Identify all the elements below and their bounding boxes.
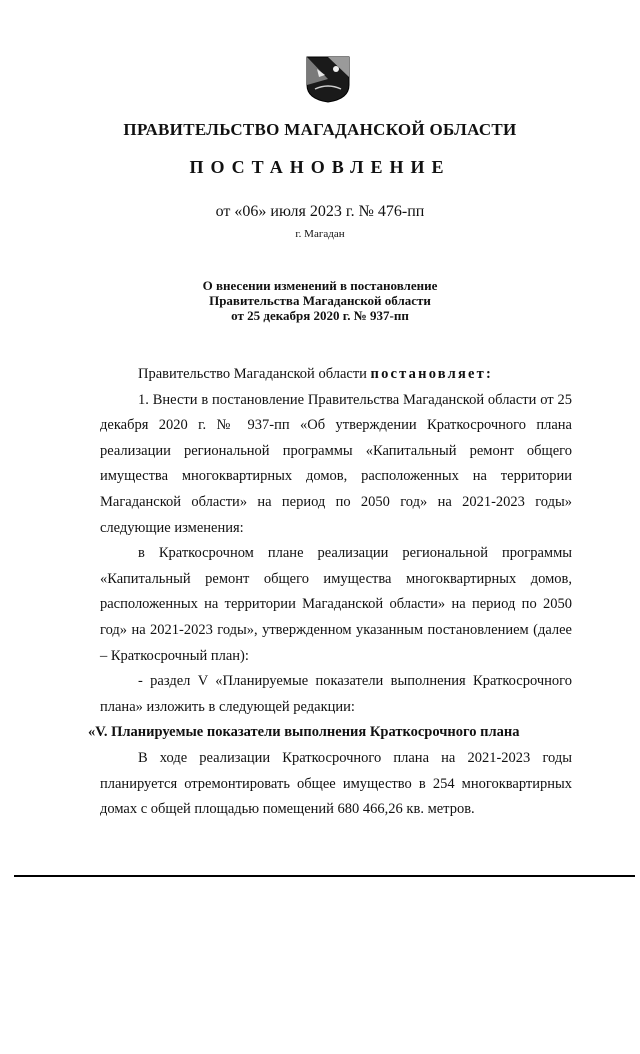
document-type-title: ПОСТАНОВЛЕНИЕ xyxy=(189,157,451,177)
coat-of-arms-icon xyxy=(305,55,351,103)
subject-line-2: Правительства Магаданской области xyxy=(209,293,431,308)
section-heading: «V. Планируемые показатели выполнения Краткосрочного плана xyxy=(88,724,520,741)
plan-amendment-paragraph: в Краткосрочном плане реализации региональной программы «Капитальный ремонт общего имущества многоквартирных домов, расположенных на территории Магаданской области» на период по 2050 год» на 2021-2023 годы», утвержденном указанным постановлением (далее – Краткосрочный план): xyxy=(100,545,572,664)
intro-paragraph xyxy=(100,362,572,388)
date-number: от «06» июля 2023 г. № 476-пп xyxy=(215,203,425,220)
government-title: ПРАВИТЕЛЬСТВО МАГАДАНСКОЙ ОБЛАСТИ xyxy=(123,120,517,139)
subject-line-3: от 25 декабря 2020 г. № 937-пп xyxy=(231,308,409,323)
page-divider xyxy=(14,875,635,877)
subject-line-1: О внесении изменений в постановление xyxy=(202,278,438,293)
city: г. Магадан xyxy=(295,228,345,240)
decree-subject xyxy=(0,278,640,323)
item-1-paragraph: 1. Внести в постановление Правительства Магаданской области от 25 декабря 2020 г. № 937-пп «Об утверждении Краткосрочного плана реализации региональной программы «Капитальный ремонт общего имущества многоквартирных домов, расположенных на территории Магаданской области» на период по 2050 год» на 2021-2023 годы» следующие изменения: xyxy=(100,391,572,536)
document-body xyxy=(88,362,572,823)
section-replace-paragraph: - раздел V «Планируемые показатели выполнения Краткосрочного плана» изложить в следующей редакции: xyxy=(100,673,572,715)
intro-text: Правительство Магаданской области xyxy=(138,366,371,382)
decree-verb: постановляет: xyxy=(370,366,493,382)
indicators-paragraph: В ходе реализации Краткосрочного плана на 2021-2023 годы планируется отремонтировать общее имущество в 254 многоквартирных домах с общей площадью помещений 680 466,26 кв. метров. xyxy=(100,749,572,818)
